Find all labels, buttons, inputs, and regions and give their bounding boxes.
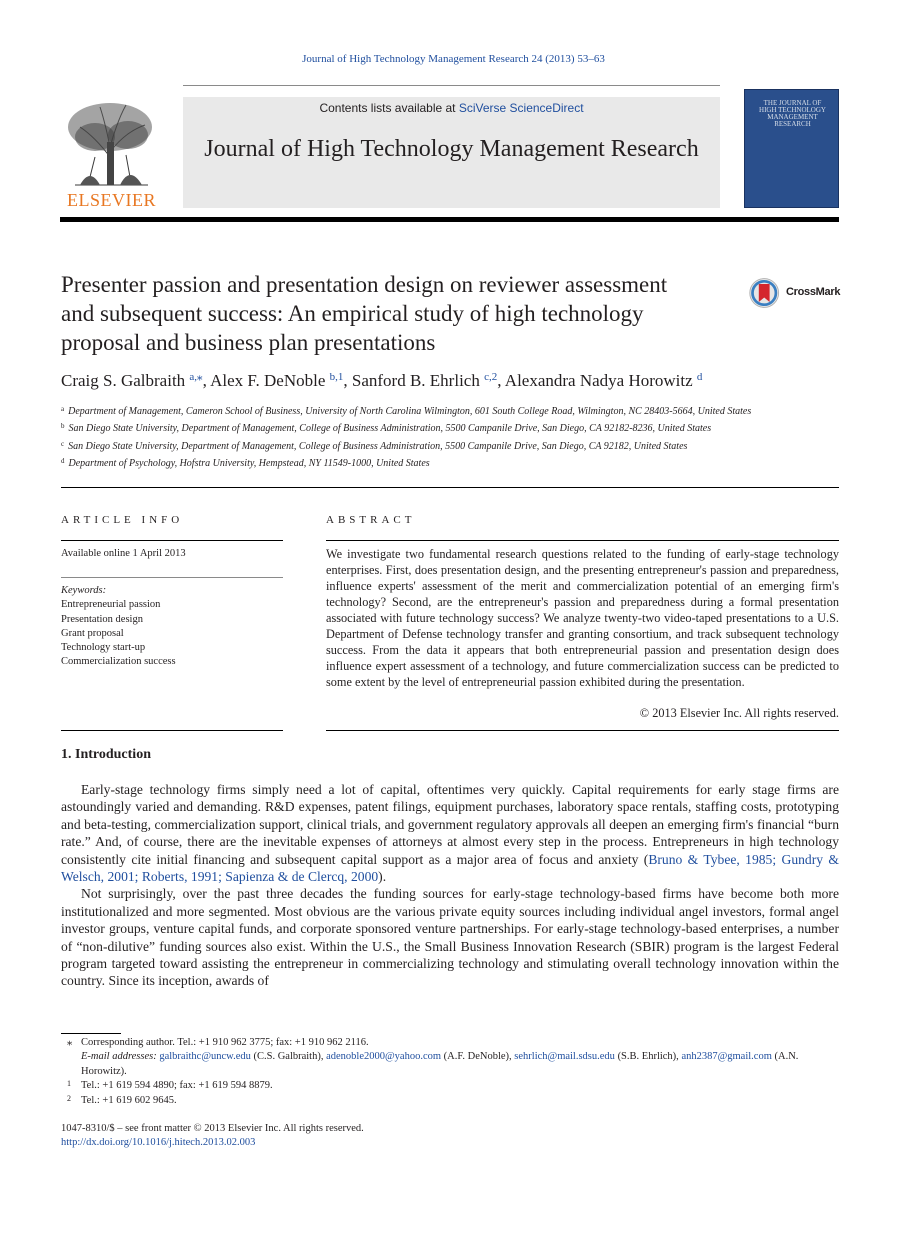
available-online-date: Available online 1 April 2013 — [61, 548, 186, 559]
author-affiliation-mark[interactable]: a,⁎ — [189, 371, 203, 383]
keyword-item: Entrepreneurial passion — [61, 599, 161, 611]
introduction-heading: 1. Introduction — [61, 747, 151, 762]
abstract-heading: ABSTRACT — [326, 514, 416, 526]
author-separator: , — [497, 371, 505, 390]
issn-line: 1047-8310/$ – see front matter © 2013 Elsevier Inc. All rights reserved. — [61, 1123, 364, 1134]
footnotes — [61, 1036, 839, 1108]
intro-paragraph-1 — [61, 781, 839, 885]
doi-link[interactable]: http://dx.doi.org/10.1016/j.hitech.2013.02.003 — [61, 1137, 256, 1149]
footnote-mark-1: 1 — [67, 1079, 71, 1089]
header-divider — [183, 85, 720, 86]
affiliation-text: Department of Psychology, Hofstra University, Hempstead, NY 11549-1000, United States — [68, 457, 430, 469]
author-affiliation-mark[interactable]: b,1 — [329, 371, 344, 383]
affiliation-text: Department of Management, Cameron School of Business, University of North Carolina Wilmington, 601 South College Road, Wilmington, NC 28403-5664, United States — [68, 406, 752, 417]
keyword-item: Presentation design — [61, 613, 143, 625]
article-info-rule-mid — [61, 577, 283, 578]
affiliation-mark: d — [61, 456, 65, 465]
email-owner: (S.B. Ehrlich), — [614, 1051, 682, 1063]
affiliation-mark: a — [61, 405, 65, 413]
journal-reference-link[interactable]: Journal of High Technology Management Research 24 (2013) 53–63 — [302, 53, 605, 65]
footnote-1-text: Tel.: +1 619 594 4890; fax: +1 619 594 8879. — [81, 1080, 273, 1092]
abstract-text: We investigate two fundamental research questions related to the funding of early-stage technology enterprises. First, does presentation design, and the presenting entrepreneur's passion and preparedness, influence experts' assessment of the merit and commercialization potential of an emerging firm's technology? Second, are the entrepreneur's passion and preparedness during a formal presentation associated with future technology success? We analyze twenty-two video-taped presentations to a U.S. Department of Defense technology transfer and granting consortium, and track subsequent technology success. From the data it appears that both entrepreneurial passion and presentation design does influence expert assessment of a technology, and future commercialization success can be predicted to some extent by the level of entrepreneurial passion exhibited during the presentation. — [326, 547, 839, 689]
keywords-block — [61, 584, 283, 670]
email-owner: (A.F. DeNoble), — [441, 1051, 515, 1063]
footnote-emails — [61, 1050, 839, 1079]
affiliation-item — [61, 454, 841, 471]
header-thick-rule — [60, 217, 839, 222]
author-name[interactable]: Alex F. DeNoble — [210, 371, 330, 390]
affiliation-list — [61, 402, 841, 471]
email-link[interactable]: galbraithc@uncw.edu — [159, 1051, 251, 1063]
sciencedirect-link[interactable]: SciVerse ScienceDirect — [458, 101, 584, 115]
author-affiliation-mark[interactable]: d — [696, 371, 703, 383]
journal-cover-image[interactable] — [744, 89, 839, 208]
article-title: Presenter passion and presentation design on reviewer assessment and subsequent success: An empirical study of high technology proposal and business plan presentations — [61, 272, 668, 355]
affiliation-divider — [61, 487, 839, 488]
abstract-copyright: © 2013 Elsevier Inc. All rights reserved. — [639, 706, 839, 720]
email-list — [81, 1051, 798, 1076]
affiliation-item — [61, 437, 841, 454]
citation-link[interactable]: Bruno & Tybee, 1985; Gundry & Welsch, 2001; Roberts, 1991; Sapienza & de Clercq, 2000 — [61, 851, 839, 885]
contents-prefix: Contents lists available at — [319, 101, 459, 115]
footnote-2 — [61, 1094, 839, 1108]
keyword-item: Grant proposal — [61, 627, 124, 639]
footnote-mark-2: 2 — [67, 1093, 71, 1103]
footnote-1 — [61, 1079, 839, 1093]
journal-title: Journal of High Technology Management Research — [204, 136, 699, 162]
affiliation-mark: b — [61, 422, 65, 431]
author-affiliation-mark[interactable]: c,2 — [484, 371, 498, 383]
email-label: E-mail addresses: — [81, 1051, 157, 1063]
footnote-rule — [61, 1033, 121, 1034]
cover-title: THE JOURNAL OF HIGH TECHNOLOGY MANAGEMENT RESEARCH — [759, 99, 826, 128]
intro-p1-end: ). — [378, 869, 387, 885]
intro-p1-text: Early-stage technology firms simply need a lot of capital, oftentimes very quickly. Capital requirements for early stage firms are astoundingly varied and demanding. R&D expenses, patent filings, equipment purchases, laboratory space rentals, staffing costs, prototyping and beta-testing, commercialization support, clinical trials, and government regulatory approvals all deepen an emerging firm's financial “burn rate.” And, of course, there are the inevitable expenses of attorneys at almost every step in the process. Entrepreneurs in high technology consistently cite initial financing and subsequent capital support as a major area of focus and anxiety ( — [61, 782, 839, 867]
affiliation-item — [61, 419, 841, 436]
abstract-rule-bottom — [326, 730, 839, 731]
article-info-rule-top — [61, 540, 283, 541]
article-info-heading: ARTICLE INFO — [61, 514, 184, 526]
footnote-2-text: Tel.: +1 619 602 9645. — [81, 1094, 177, 1106]
affiliation-mark: c — [61, 439, 65, 448]
affiliation-item — [61, 402, 841, 419]
keyword-item: Commercialization success — [61, 656, 176, 668]
keywords-label: Keywords: — [61, 585, 107, 596]
email-link[interactable]: sehrlich@mail.sdsu.edu — [514, 1051, 615, 1063]
front-matter — [61, 1122, 364, 1151]
abstract-rule-top — [326, 540, 839, 541]
email-owner: (A.N. Horowitz). — [81, 1051, 799, 1077]
elsevier-wordmark: ELSEVIER — [67, 190, 156, 210]
footnote-corresponding — [61, 1036, 839, 1050]
author-name[interactable]: Alexandra Nadya Horowitz — [504, 371, 697, 390]
keyword-list — [61, 598, 283, 669]
introduction-body — [61, 781, 839, 990]
author-list — [61, 370, 841, 391]
author-separator: , — [343, 371, 352, 390]
author-name[interactable]: Sanford B. Ehrlich — [351, 371, 485, 390]
keyword-item: Technology start-up — [61, 642, 146, 654]
email-link[interactable]: anh2387@gmail.com — [681, 1051, 772, 1063]
footnote-mark: ⁎ — [67, 1037, 73, 1048]
contents-availability — [183, 101, 720, 115]
intro-paragraph-2: Not surprisingly, over the past three decades the funding sources for early-stage technology-based firms have become both more institutionalized and more segmented. Most obvious are the various private equity sources including individual angel investors, formal angel investor groups, venture capital funds, and corporate sponsored venture partnerships. For early-stage technology-based enterprises, a number of “non-dilutive” funding sources also exist. Within the U.S., the Small Business Innovation Research (SBIR) program is the largest Federal program targeted toward assisting the entrepreneur in commercializing technology and stimulating overall technology innovation within the country. Since its inception, awards of — [61, 886, 839, 989]
article-info-rule-bottom — [61, 730, 283, 731]
crossmark-label[interactable]: CrossMark — [786, 286, 841, 298]
author-name[interactable]: Craig S. Galbraith — [61, 371, 190, 390]
email-link[interactable]: adenoble2000@yahoo.com — [326, 1051, 442, 1063]
email-owner: (C.S. Galbraith), — [250, 1051, 327, 1063]
affiliation-text: San Diego State University, Department of Management, College of Business Administration, 5500 Campanile Drive, San Diego, CA 92182-8236, United States — [68, 423, 712, 435]
affiliation-text: San Diego State University, Department of Management, College of Business Administration, 5500 Campanile Drive, San Diego, CA 92182, United States — [68, 440, 688, 452]
crossmark-icon[interactable] — [748, 275, 784, 311]
corresponding-author-text: Corresponding author. Tel.: +1 910 962 3775; fax: +1 910 962 2116. — [81, 1037, 369, 1048]
author-separator: , — [202, 371, 211, 390]
